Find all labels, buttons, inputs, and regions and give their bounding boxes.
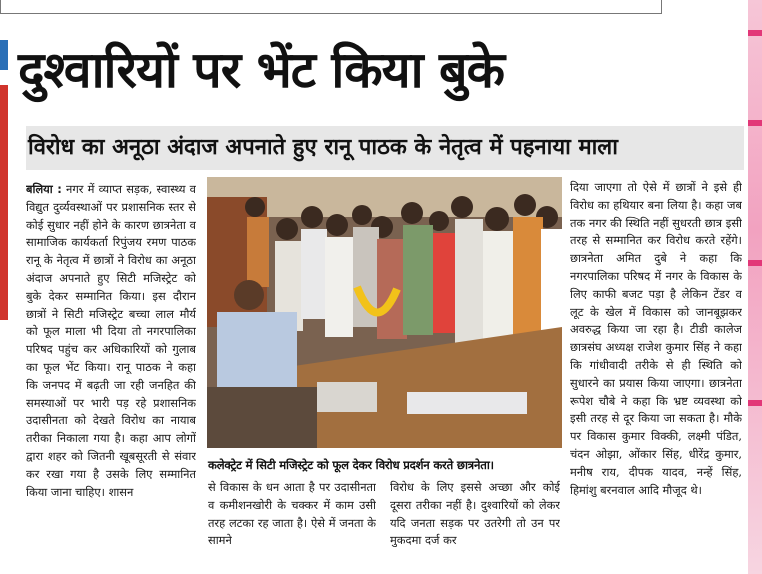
article-headline: दुश्वारियों पर भेंट किया बुके — [18, 41, 504, 99]
right-strip-band — [748, 400, 762, 406]
next-article-fragment — [0, 566, 748, 574]
right-strip-band — [748, 120, 762, 126]
photo-caption: कलेक्ट्रेट में सिटी मजिस्ट्रेट को फूल देकर विरोध प्रदर्शन करते छात्रनेता। — [208, 458, 494, 472]
previous-article-frame — [0, 0, 662, 14]
column-1-text: नगर में व्याप्त सड़क, स्वास्थ्य व विद्युत दुर्व्यवस्थाओं पर प्रशासनिक स्तर से कोई सुधार नहीं होने के कारण छात्रनेता व सामाजिक कार्यकर्ता रिपुंजय रमण पाठक रानू के नेतृत्व में छात्रों ने विरोध का अनूठा अंदाज अपनाते हुए सिटी मजिस्ट्रेट को बुके देकर सम्मानित किया। इस दौरान छात्रों ने सिटी मजिस्ट्रेट बच्चा लाल मौर्य को फूल माला भी दिया तो नगरपालिका परिषद पहुंच कर अधिकारियों को गुलाब का फूल भेंट किया। रानू पाठक ने कहा कि जनपद में बढ़ती जा रही जनहित की समस्याओं पर भारी पड़ रहे प्रशासनिक उदासीनता को देखते विरोध का नायाब तरीका निकाला गया है। कहा आप लोगों द्वारा शहर को जितनी खूबसूरती से संवार कर रखा गया है उसके लिए सम्मानित किया जाना चाहिए। शासन — [26, 182, 196, 499]
dateline: बलिया : — [26, 182, 62, 196]
left-strip-blue-block — [0, 40, 8, 70]
article-subheadline: विरोध का अनूठा अंदाज अपनाते हुए रानू पाठक के नेतृत्व में पहनाया माला — [26, 126, 744, 170]
right-strip-band — [748, 30, 762, 36]
article-column-2: से विकास के धन आता है पर उदासीनता व कमीशनखोरी के चक्कर में काम उसी तरह लटका रह जाता है। ऐसे में जनता के सामने — [208, 480, 376, 548]
news-photo — [207, 177, 562, 448]
left-adjacent-article-strip — [0, 40, 8, 500]
article-column-1 — [26, 181, 196, 556]
right-strip-band — [748, 260, 762, 266]
right-advert-strip — [748, 0, 762, 574]
article-column-3: विरोध के लिए इससे अच्छा और कोई दूसरा तरीका नहीं है। दुश्वारियों को लेकर यदि जनता सड़क पर उतरेगी तो उन पर मुकदमा दर्ज कर — [390, 480, 560, 548]
left-strip-red-block — [0, 85, 8, 320]
article-column-4: दिया जाएगा तो ऐसे में छात्रों ने इसे ही विरोध का हथियार बना लिया है। कहा जब तक नगर की स्थिति नहीं सुधरती छात्र इसी तरह से सम्मानित कर विरोध करते रहेंगे। छात्रनेता अमित दुबे ने कहा कि नगरपालिका परिषद में नगर के विकास के लिए काफी बजट पड़ा है लेकिन टेंडर व लूट के खेल में विकास को जानबूझकर अवरुद्ध किया जा रहा है। टीडी कालेज छात्रसंघ अध्यक्ष राजेश कुमार सिंह ने कहा कि गांधीवादी तरीके से ही स्थिति को सुधारने का प्रयास किया जाएगा। छात्रनेता रूपेश चौबे ने कहा कि भ्रष्ट व्यवस्था को इसी तरह से दूर किया जा सकता है। मौके पर विकास कुमार विक्की, लक्ष्मी पंडित, चंदन ओझा, ओंकार सिंह, धीरेंद्र कुमार, मनीष राय, दीपक यादव, नन्हें सिंह, हिमांशु बरनवाल आदि मौजूद थे। — [570, 180, 742, 497]
news-photo-illustration — [207, 177, 562, 448]
